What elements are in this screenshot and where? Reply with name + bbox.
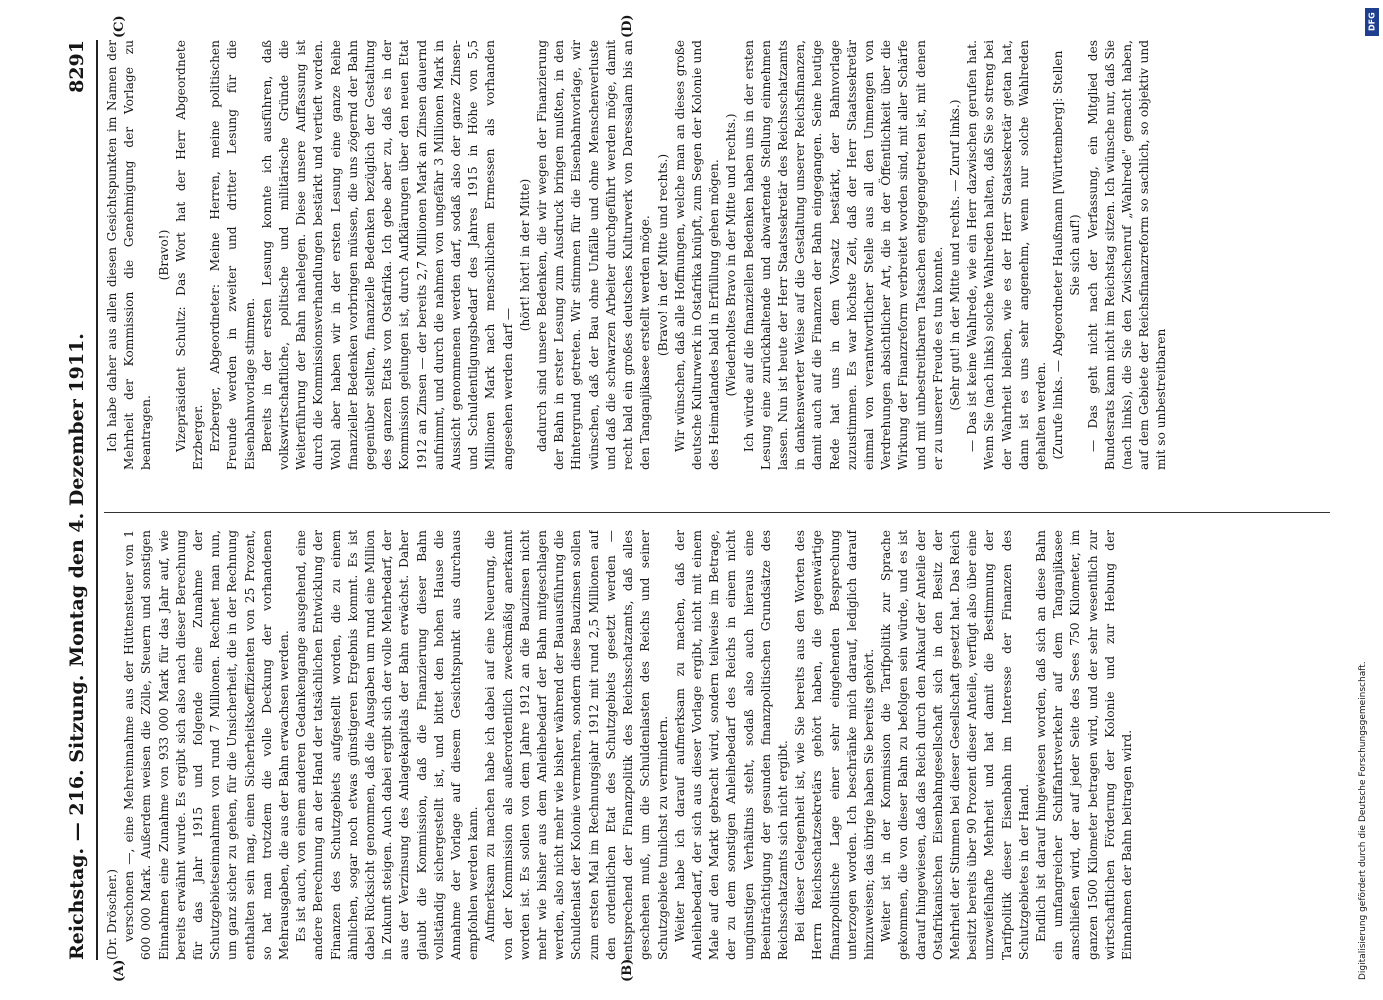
paragraph: Endlich ist darauf hingewiesen worden, daß sich an diese Bahn ein umfangreicher Schiffahrtsverkehr auf dem Tanganjikasee anschließen wird, der auf jeder Seite des Sees 750 Kilometer, im ganzen 1500 Kilometer betragen wird, und der sehr wesentlich zur wirtschaftlichen Förderung der Kolonie und zur Hebung der Einnahmen der Bahn beitragen wird.: [1033, 530, 1134, 960]
interjection: (hört! hört! in der Mitte): [517, 178, 532, 332]
margin-marker-b: (B): [620, 958, 635, 982]
paragraph: Es ist auch, von einem anderen Gedankengange ausgehend, eine andere Berechnung an der Hand der tatsächlichen Entwicklung der Finanzen des Schutzgebiets aufgestellt worden, die zu einem ähnlichen, sogar noch etwas günstigeren Ergebnis kommt. Es ist dabei Rücksicht genommen, daß die Ausgaben um rund eine Million in Zukunft steigen. Auch dabei ergibt sich der volle Mehrbedarf, der aus der Verzinsung des Anlagekapitals der Bahn erwächst. Daher glaubt die Kommission, daß die Finanzierung dieser Bahn vollständig sichergestellt ist, und bittet den hohen Hause die Annahme der Vorlage auf diesem Gesichtspunkt aus durchaus empfohlen werden kann.: [294, 530, 481, 960]
page-header: [66, 40, 98, 960]
paragraph: verschonen —, eine Mehreinnahme aus der Hüttensteuer von 1 600 000 Mark. Außerdem weisen die Zölle, Steuern und sonstigen Einnahmen eine Zunahme von 933 000 Mark für das Jahr auf, wie bereits erwähnt wurde. Es ergibt sich also nach dieser Berechnung für das Jahr 1915 und folgende eine Zunahme der Schutzgebietseinnahmen von rund 7 Millionen. Rechnet man nun, um ganz sicher zu gehen, für die Unsicherheit, die in der Rechnung enthalten sein mag, einen Sicherheitskoeffizienten von 25 Prozent, so hat man trotzdem die volle Deckung der vorhandenen Mehrausgaben, die aus der Bahn erwachsen werden.: [122, 530, 292, 960]
interjection: (Bravo!): [156, 229, 171, 281]
paragraph: Weiter ist in der Kommission die Tarifpolitik zur Sprache gekommen, die von dieser Bahn zu befolgen sein würde, und es ist darauf hingewiesen, daß das Reich durch den Ankauf der Anteile der Ostafrikanischen Eisenbahngesellschaft sich in den Besitz der Mehrheit der Stimmen bei dieser Gesellschaft gesetzt hat. Das Reich besitzt bereits über 90 Prozent dieser Anteile, verfügt also über eine unzweifelhafte Mehrheit und hat damit die Bestimmung der Tarifpolitik dieser Eisenbahn im Interesse der Finanzen des Schutzgebietes in der Hand.: [879, 530, 1031, 960]
paragraph: Ich habe daher aus allen diesen Gesichtspunkten im Namen der Mehrheit der Kommission die Genehmigung der Vorlage zu beantragen.: [105, 40, 154, 470]
paragraph: Ich würde auf die finanziellen Bedenken haben uns in der ersten Lesung eine zurückhaltende und abwartende Stellung einnehmen lassen. Nun ist heute der Herr Staatssekretär des Reichsschatzamts in dankenswerter Weise auf die Gestaltung unserer Reichsfinanzen, damit auch auf die Finanzen der Bahn eingegangen. Seine heutige Rede hat uns in dem Vorsatz bestärkt, der Bahnvorlage zuzustimmen. Es war höchste Zeit, daß der Herr Staatssekretär einmal von verantwortlicher Stelle aus all den Unmengen von Verdrehungen absichtlicher Art, die in der Öffentlichkeit über die Wirkung der Finanzreform verbreitet worden sind, mit aller Schärfe und mit unbestreitbaren Tatsachen entgegengetreten ist, mit denen er zu unserer Freude es tun konnte.: [741, 40, 945, 470]
paragraph: Erzberger, Abgeordneter: Meine Herren, meine politischen Freunde werden in zweiter und dritter Lesung für die Eisenbahnvorlage stimmen.: [208, 40, 257, 470]
paragraph: dadurch sind unsere Bedenken, die wir wegen der Finanzierung der Bahn in erster Lesung zum Ausdruck bringen mußten, in den Hintergrund getreten. Wir stimmen für die Eisenbahnvorlage, wir wünschen, daß der Bau ohne Unfälle und ohne Menschenverluste und daß die schwarzen Arbeiter durchgeführt werden möge, damit recht bald ein großes deutsches Kulturwerk von Daressalam bis an den Tanganjikasee erstellt werden möge.: [535, 40, 653, 470]
interjection: (Sehr gut! in der Mitte und rechts. — Zuruf links.): [947, 99, 962, 411]
credit-text: Digitalisierung gefördert durch die Deutsche Forschungsgemeinschaft.: [1358, 661, 1368, 980]
paragraph: Wir wünschen, daß alle Hoffnungen, welche man an dieses große deutsche Kulturwerk in Ostafrika knüpft, zum Segen der Kolonie und des Heimatlandes bald in Erfüllung gehen mögen.: [672, 40, 722, 470]
interjection: (Bravo! in der Mitte und rechts.): [655, 153, 670, 357]
column-divider: [104, 512, 1330, 513]
right-text-column: [104, 40, 1334, 470]
paragraph: Bei dieser Gelegenheit ist, wie Sie bereits aus den Worten des Herrn Reichsschatzsekretärs gehört haben, die gegenwärtige finanzpolitische Lage einer sehr eingehenden Besprechung unterzogen worden. Ich beschränke mich darauf, lediglich darauf hinzuweisen; das übrige haben Sie bereits gehört.: [793, 530, 876, 960]
dfg-logo: DFG: [1365, 8, 1379, 36]
speaker-tag: (Dr. Dröscher.): [105, 869, 119, 960]
page-number: 8291: [66, 40, 88, 93]
interjection: (Wiederholtes Bravo in der Mitte und rechts.): [724, 113, 739, 397]
digitization-credit: [1356, 40, 1382, 980]
paragraph: Bereits in der ersten Lesung konnte ich ausführen, daß volkswirtschaftliche, politische und militärische Gründe die Weiterführung der Bahn nahelegen. Diese unsere Auffassung ist durch die Kommissionsverhandlungen bestärkt und vertieft worden. Wohl aber haben wir in der ersten Lesung eine ganze Reihe finanzieller Bedenken vorbringen müssen, die uns zögernd der Bahn gegenüber stellten, finanzielle Bedenken bezüglich der Gestaltung des ganzen Etats von Ostafrika. Ich gebe aber zu, daß es in der Kommission gelungen ist, durch Aufklärungen über den neuen Etat 1912 an Zinsen — der bereits 2,7 Millionen Mark an Zinsen dauernd aufnimmt, und durch die nahmen von ungefähr 3 Millionen Mark in Aussicht genommenen werden darf, sodaß also der ganze Zinsen- und Schuldentilgungsbedarf des Jahres 1915 in Höhe von 5,5 Millionen Mark nach menschlichem Ermessen als vorhanden angesehen werden darf —: [259, 40, 515, 470]
paragraph: Vizepräsident Schultz: Das Wort hat der Herr Abgeordnete Erzberger.: [173, 40, 206, 470]
margin-marker-c: (C): [112, 15, 127, 38]
paragraph: — Das ist keine Wahlrede, wie ein Herr dazwischen gerufen hat. Wenn Sie (nach links) solche Wahlreden halten, daß Sie so streng bei der Wahrheit bleiben, wie es der Herr Staatssekretär getan hat, dann ist es uns sehr angenehm, wenn nur solche Wahlreden gehalten werden.: [965, 40, 1048, 470]
margin-marker-a: (A): [112, 959, 127, 982]
header-left: Reichstag. — 216. Sitzung.: [66, 674, 88, 960]
interjection: (Zurufe links. — Abgeordneter Haußmann [Württemberg]: Stellen Sie sich auf!): [1051, 50, 1083, 460]
margin-marker-d: (D): [620, 14, 635, 38]
left-text-column: [104, 530, 1334, 960]
header-date: Montag den 4. Dezember 1911.: [66, 333, 88, 667]
paragraph: Aufmerksam zu machen habe ich dabei auf eine Neuerung, die von der Kommission als außerordentlich zweckmäßig anerkannt worden ist. Es sollen von dem Jahre 1912 an die Bauzinsen nicht mehr wie bisher aus dem Anleihebedarf der Bahn mitgeschlagen werden, also nicht mehr wie bisher während der Bauausführung die Schuldenlast der Kolonie vermehren, sondern diese Bauzinsen sollen zum ersten Mal im Rechnungsjahr 1912 mit rund 2,5 Millionen auf den ordentlichen Etat des Schutzgebiets gesetzt werden — entsprechend der Finanzpolitik des Reichsschatzamts, daß alles geschehen muß, um die Schuldenlasten des Reichs und seiner Schutzgebiete tunlichst zu vermindern.: [483, 530, 670, 960]
paragraph: — Das geht nicht nach der Verfassung, ein Mitglied des Bundesrats kann nicht im Reichstag sitzen. Ich wünsche nur, daß Sie (nach links), die Sie den Zwischenruf „Wahlrede" gemacht haben, auf dem Gebiete der Reichsfinanzreform so sachlich, so objektiv und mit so unbestreitbaren: [1085, 40, 1169, 470]
paragraph: Weiter habe ich darauf aufmerksam zu machen, daß der Anleihebedarf, der sich aus dieser Vorlage ergibt, nicht mit einem Male auf den Markt gebracht wird, sondern teilweise im Betrage, der zu dem sonstigen Anleihebedarf des Reichs in einem nicht ungünstigen Verhältnis steht, sodaß also auch hieraus eine Beeinträchtigung der gesunden finanzpolitischen Grundsätze des Reichsschatzamts sich nicht ergibt.: [672, 530, 790, 960]
